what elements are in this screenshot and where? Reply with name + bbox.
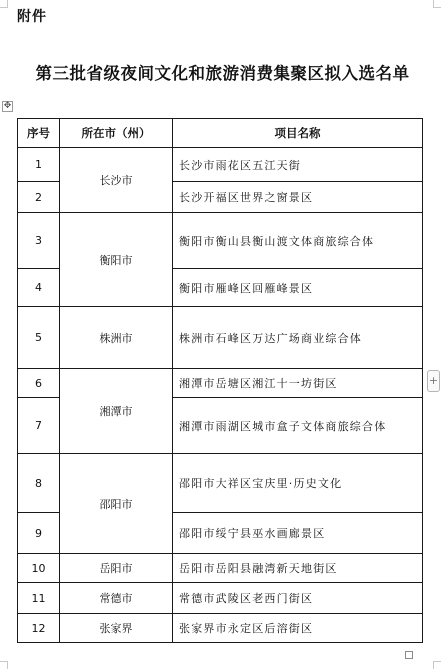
row-city: 长沙市 <box>60 148 173 213</box>
row-city: 湘潭市 <box>60 369 173 454</box>
table-row <box>18 614 423 643</box>
document-title: 第三批省级夜间文化和旅游消费集聚区拟入选名单 <box>35 64 410 83</box>
row-seq: 7 <box>18 398 60 454</box>
row-city: 株洲市 <box>60 307 173 369</box>
table-row <box>18 148 423 182</box>
table-move-handle-icon[interactable]: ✥ <box>3 101 12 111</box>
row-project[interactable]: 常德市武陵区老西门街区 <box>173 583 423 614</box>
row-city: 张家界 <box>60 614 173 643</box>
row-city: 邵阳市 <box>60 454 173 554</box>
row-city: 常德市 <box>60 583 173 614</box>
row-project[interactable]: 岳阳市岳阳县融湾新天地街区 <box>173 554 423 583</box>
row-seq: 2 <box>18 182 60 213</box>
row-seq: 8 <box>18 454 60 513</box>
row-seq: 10 <box>18 554 60 583</box>
page-corner-mark <box>433 661 441 669</box>
row-project[interactable]: 湘潭市雨湖区城市盒子文体商旅综合体 <box>173 398 423 454</box>
table-row <box>18 307 423 369</box>
row-project[interactable]: 长沙市雨花区五江天街 <box>173 148 423 182</box>
row-seq: 5 <box>18 307 60 369</box>
row-project[interactable]: 衡阳市衡山县衡山渡文体商旅综合体 <box>173 213 423 269</box>
header-city: 所在市（州） <box>60 119 173 148</box>
row-seq: 6 <box>18 369 60 398</box>
row-project[interactable]: 株洲市石峰区万达广场商业综合体 <box>173 307 423 369</box>
row-seq: 12 <box>18 614 60 643</box>
row-seq: 9 <box>18 513 60 554</box>
header-project: 项目名称 <box>173 119 423 148</box>
row-project[interactable]: 湘潭市岳塘区湘江十一坊街区 <box>173 369 423 398</box>
table-resize-handle-icon[interactable] <box>405 651 413 659</box>
projects-table <box>17 118 423 643</box>
row-city: 岳阳市 <box>60 554 173 583</box>
page-corner-mark <box>0 0 8 8</box>
row-seq: 11 <box>18 583 60 614</box>
table-row <box>18 369 423 398</box>
page-corner-mark <box>433 0 441 8</box>
table-row <box>18 583 423 614</box>
row-seq: 1 <box>18 148 60 182</box>
row-seq: 3 <box>18 213 60 269</box>
page-corner-mark <box>0 661 8 669</box>
table-row <box>18 213 423 269</box>
row-project[interactable]: 张家界市永定区后溶街区 <box>173 614 423 643</box>
row-project[interactable]: 邵阳市大祥区宝庆里·历史文化 <box>173 454 423 513</box>
row-project[interactable]: 邵阳市绥宁县巫水画廊景区 <box>173 513 423 554</box>
add-column-icon[interactable]: + <box>427 370 440 392</box>
table-row <box>18 454 423 513</box>
row-project[interactable]: 衡阳市雁峰区回雁峰景区 <box>173 269 423 307</box>
row-city: 衡阳市 <box>60 213 173 307</box>
row-seq: 4 <box>18 269 60 307</box>
table-row <box>18 554 423 583</box>
table-header-row <box>18 119 423 148</box>
row-project[interactable]: 长沙开福区世界之窗景区 <box>173 182 423 213</box>
header-seq: 序号 <box>18 119 60 148</box>
attachment-label: 附件 <box>17 9 47 25</box>
